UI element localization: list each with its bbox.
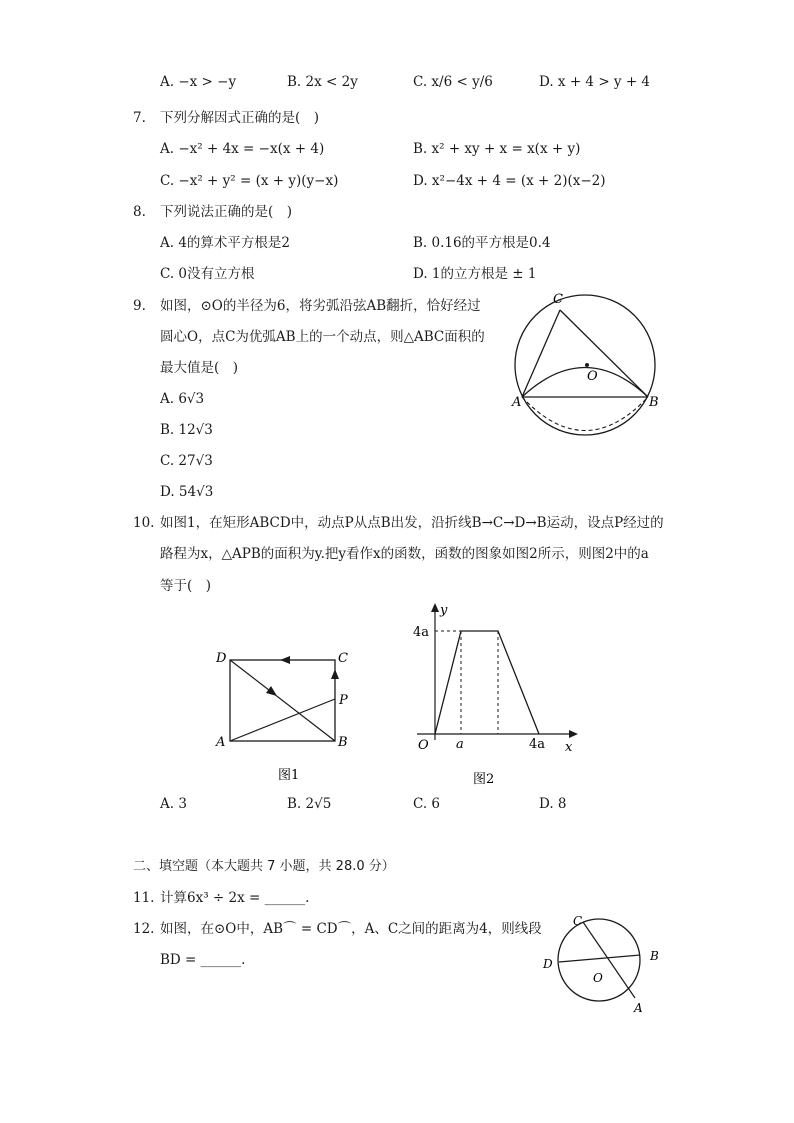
q9-option-c: C. 27√3 (160, 453, 213, 469)
q6-option-a: A. −x > −y (160, 74, 237, 90)
q8-option-d: D. 1的立方根是 ± 1 (413, 266, 537, 282)
q9-option-d: D. 54√3 (160, 484, 214, 500)
q9-label-c: C (553, 292, 563, 307)
q10-stem-line-2: 路程为x，△APB的面积为y.把y看作x的函数，函数的图象如图2所示，则图2中的a (160, 546, 649, 562)
q12-number: 12. (133, 921, 155, 937)
q9-stem-line-3: 最大值是( ) (160, 360, 239, 376)
q6-option-c: C. x/6 < y/6 (413, 74, 493, 90)
q10-fig2-label-4a-y: 4a (413, 625, 430, 640)
section-2-title: 二、填空题（本大题共 7 小题，共 28.0 分） (133, 859, 395, 874)
q10-figure-1 (210, 645, 360, 790)
q9-label-a: A (512, 395, 522, 410)
q10-fig1-label-a: A (216, 735, 226, 750)
q12-figure (538, 910, 668, 1020)
q10-arrow-up-icon (331, 669, 339, 679)
q9-number: 9. (133, 298, 146, 314)
q7-option-b: B. x² + xy + x = x(x + y) (413, 141, 581, 157)
q10-fig2-label-y: y (440, 603, 448, 618)
q10-option-c: C. 6 (413, 796, 441, 812)
q11-text: 计算6x³ ÷ 2x = ______. (160, 890, 310, 906)
q12-label-a: A (634, 1001, 643, 1015)
q6-option-d: D. x + 4 > y + 4 (539, 74, 651, 90)
q8-option-a: A. 4的算术平方根是2 (160, 235, 291, 251)
q9-stem-line-1: 如图，⊙O的半径为6，将劣弧沿弦AB翻折，恰好经过 (160, 298, 481, 314)
q10-fig1-label-b: B (338, 735, 348, 750)
q7-option-d: D. x²−4x + 4 = (x + 2)(x−2) (413, 173, 606, 189)
q10-stem-line-1: 如图1，在矩形ABCD中，动点P从点B出发，沿折线B→C→D→B运动，设点P经过的 (160, 515, 664, 531)
q10-fig1-label-c: C (338, 651, 348, 666)
q12-chord-ca (583, 922, 635, 998)
q7-option-a: A. −x² + 4x = −x(x + 4) (160, 141, 325, 157)
q9-label-o: O (587, 369, 598, 384)
q10-fig2-label-x: x (565, 740, 573, 755)
q9-segment-bc (560, 310, 648, 397)
q10-figure-2 (405, 600, 585, 792)
q9-center-dot (585, 363, 589, 367)
q11-number: 11. (133, 890, 155, 906)
q10-option-b: B. 2√5 (287, 796, 332, 812)
q10-function-graph (435, 631, 539, 734)
q6-option-b: B. 2x < 2y (287, 74, 358, 90)
q12-label-b: B (650, 949, 659, 963)
q9-lower-arc-dashed (522, 397, 648, 431)
q7-option-c: C. −x² + y² = (x + y)(y−x) (160, 173, 339, 189)
q10-stem-line-3: 等于( ) (160, 578, 212, 594)
q10-arrow-diagonal-icon (266, 686, 277, 696)
q9-label-b: B (649, 395, 659, 410)
q10-fig2-label-o: O (418, 738, 429, 753)
q10-diagonal-db (230, 660, 335, 741)
q12-chord-db (559, 955, 640, 962)
q10-fig1-caption: 图1 (278, 768, 300, 783)
q12-label-o: O (593, 971, 603, 985)
q9-figure (505, 288, 670, 448)
q10-fig1-label-d: D (216, 651, 227, 666)
q7-stem: 下列分解因式正确的是( ) (160, 110, 320, 126)
q10-x-axis-arrow-icon (569, 730, 578, 738)
q10-fig2-label-4a-x: 4a (529, 737, 546, 752)
q10-fig1-label-p: P (339, 693, 348, 708)
q9-option-a: A. 6√3 (160, 391, 205, 407)
q8-option-b: B. 0.16的平方根是0.4 (413, 235, 551, 251)
q10-number: 10. (133, 515, 155, 531)
q7-number: 7. (133, 110, 146, 126)
q12-label-c: C (573, 914, 583, 928)
q10-y-axis-arrow-icon (431, 603, 439, 612)
q12-circle (558, 919, 640, 1001)
q10-fig2-caption: 图2 (473, 772, 495, 787)
q10-fig2-label-a-x: a (456, 737, 464, 752)
q9-folded-arc (522, 368, 648, 398)
q10-segment-ap (230, 699, 335, 741)
q9-stem-line-2: 圆心O，点C为优弧AB上的一个动点，则△ABC面积的 (160, 329, 485, 345)
q12-line-1: 如图，在⊙O中，AB⌒ = CD⌒，A、C之间的距离为4，则线段 (160, 921, 542, 937)
q10-arrow-left-icon (280, 656, 290, 664)
q10-option-d: D. 8 (539, 796, 567, 812)
q9-segment-ac (522, 310, 560, 397)
q9-option-b: B. 12√3 (160, 422, 213, 438)
q8-stem: 下列说法正确的是( ) (160, 204, 293, 220)
q10-option-a: A. 3 (160, 796, 187, 812)
q12-line-2: BD = ______. (160, 952, 246, 968)
q8-number: 8. (133, 204, 146, 220)
q12-label-d: D (543, 957, 553, 971)
q8-option-c: C. 0没有立方根 (160, 266, 255, 282)
